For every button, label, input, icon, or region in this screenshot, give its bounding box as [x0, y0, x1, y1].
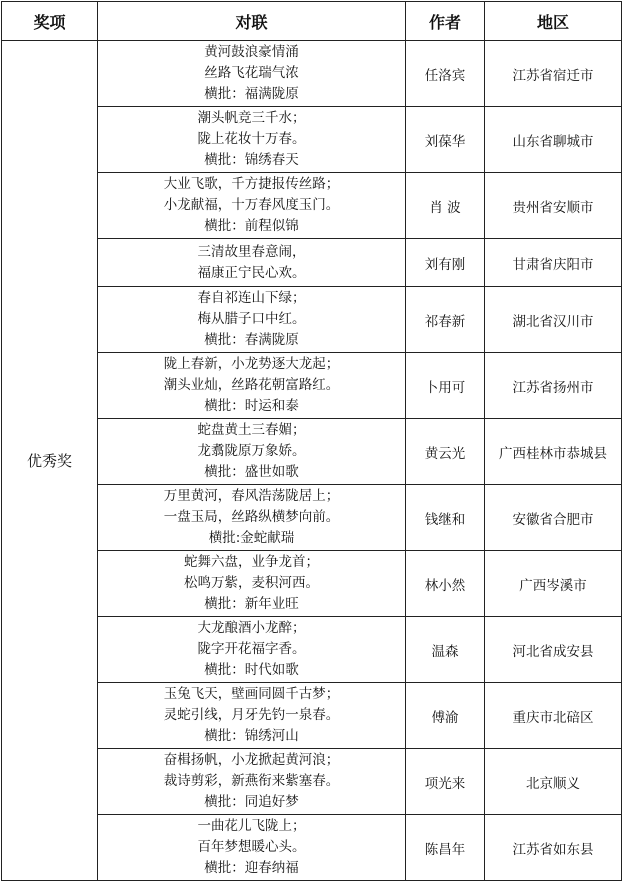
couplet-cell	[98, 353, 406, 419]
header-award: 奖项	[2, 2, 98, 41]
couplet-line: 潮头业灿，丝路花朝富路红。	[163, 377, 340, 393]
region-cell: 贵州省安顺市	[485, 173, 622, 239]
couplet-line: 玉兔飞天，壁画同圆千古梦；	[163, 686, 340, 702]
region-cell: 广西桂林市恭城县	[485, 419, 622, 485]
couplet-cell	[98, 749, 406, 815]
region-cell: 重庆市北碚区	[485, 683, 622, 749]
table-row	[2, 41, 622, 107]
couplet-line: 横批：时运和泰	[204, 398, 299, 414]
region-cell: 甘肃省庆阳市	[485, 239, 622, 287]
couplet-cell	[98, 815, 406, 881]
couplet-cell	[98, 419, 406, 485]
couplet-line: 横批：时代如歌	[204, 662, 299, 678]
couplet-line: 万里黄河，春风浩荡陇居上；	[163, 488, 340, 504]
couplet-line: 横批：同追好梦	[204, 794, 299, 810]
author-cell: 卜用可	[406, 353, 485, 419]
couplet-cell	[98, 239, 406, 287]
table-body	[2, 41, 622, 881]
couplet-line: 陇上春新，小龙势逐大龙起；	[163, 356, 340, 372]
couplet-line: 横批：盛世如歌	[204, 464, 299, 480]
region-cell: 江苏省如东县	[485, 815, 622, 881]
author-cell: 祁春新	[406, 287, 485, 353]
couplet-line: 横批：福满陇原	[204, 86, 299, 102]
header-region: 地区	[485, 2, 622, 41]
couplet-line: 大龙酿酒小龙醉；	[197, 620, 306, 636]
couplet-line: 蛇盘黄土三春媚；	[197, 422, 306, 438]
couplet-line: 大业飞歌，千方捷报传丝路；	[163, 176, 340, 192]
region-cell: 江苏省扬州市	[485, 353, 622, 419]
author-cell: 刘有刚	[406, 239, 485, 287]
couplet-line: 横批：锦绣河山	[204, 728, 299, 744]
couplet-cell	[98, 287, 406, 353]
region-cell: 河北省成安县	[485, 617, 622, 683]
region-cell: 湖北省汉川市	[485, 287, 622, 353]
couplet-line: 黄河鼓浪豪情涌	[204, 44, 299, 60]
author-cell: 温森	[406, 617, 485, 683]
couplet-line: 松鸣万紫，麦积河西。	[184, 575, 319, 591]
couplet-line: 百年梦想暖心头。	[197, 839, 306, 855]
header-couplet: 对联	[98, 2, 406, 41]
award-table	[1, 1, 622, 881]
couplet-cell	[98, 173, 406, 239]
couplet-line: 小龙献福，十万春风度玉门。	[163, 197, 340, 213]
author-cell: 黄云光	[406, 419, 485, 485]
couplet-line: 横批：新年业旺	[204, 596, 299, 612]
couplet-line: 梅从腊子口中红。	[197, 311, 306, 327]
region-cell: 广西岑溪市	[485, 551, 622, 617]
author-cell: 项光来	[406, 749, 485, 815]
author-cell: 钱继和	[406, 485, 485, 551]
couplet-line: 一曲花儿飞陇上；	[197, 818, 306, 834]
author-cell: 肖 波	[406, 173, 485, 239]
author-cell: 刘葆华	[406, 107, 485, 173]
couplet-cell	[98, 551, 406, 617]
couplet-line: 陇字开花福字香。	[197, 641, 306, 657]
couplet-cell	[98, 683, 406, 749]
region-cell: 江苏省宿迁市	[485, 41, 622, 107]
header-author: 作者	[406, 2, 485, 41]
couplet-line: 潮头帆竞三千水；	[197, 110, 306, 126]
author-cell: 陈昌年	[406, 815, 485, 881]
couplet-line: 横批：锦绣春天	[204, 152, 299, 168]
couplet-cell	[98, 485, 406, 551]
couplet-line: 一盘玉局，丝路纵横梦向前。	[163, 509, 340, 525]
couplet-line: 横批：前程似锦	[204, 218, 299, 234]
couplet-cell	[98, 617, 406, 683]
couplet-line: 丝路飞花瑞气浓	[204, 65, 299, 81]
award-cell: 优秀奖	[2, 41, 98, 881]
couplet-line: 横批：春满陇原	[204, 332, 299, 348]
couplet-line: 龙翥陇原万象娇。	[197, 443, 306, 459]
author-cell: 傅渝	[406, 683, 485, 749]
couplet-line: 蛇舞六盘，业争龙首；	[184, 554, 319, 570]
couplet-line: 横批:金蛇献瑞	[208, 530, 295, 546]
couplet-line: 灵蛇引线，月牙先钓一泉春。	[163, 707, 340, 723]
couplet-line: 陇上花妆十万春。	[197, 131, 306, 147]
author-cell: 任洛宾	[406, 41, 485, 107]
region-cell: 北京顺义	[485, 749, 622, 815]
couplet-line: 裁诗剪彩，新燕衔来紫塞春。	[163, 773, 340, 789]
couplet-line: 春自祁连山下绿；	[197, 290, 306, 306]
couplet-line: 奋楫扬帆，小龙掀起黄河浪；	[163, 752, 340, 768]
author-cell: 林小然	[406, 551, 485, 617]
couplet-line: 福康正宁民心欢。	[197, 264, 306, 281]
region-cell: 山东省聊城市	[485, 107, 622, 173]
couplet-cell	[98, 107, 406, 173]
couplet-line: 三清故里春意闹，	[197, 243, 306, 260]
couplet-cell	[98, 41, 406, 107]
header-row	[2, 2, 622, 41]
couplet-line: 横批：迎春纳福	[204, 860, 299, 876]
region-cell: 安徽省合肥市	[485, 485, 622, 551]
